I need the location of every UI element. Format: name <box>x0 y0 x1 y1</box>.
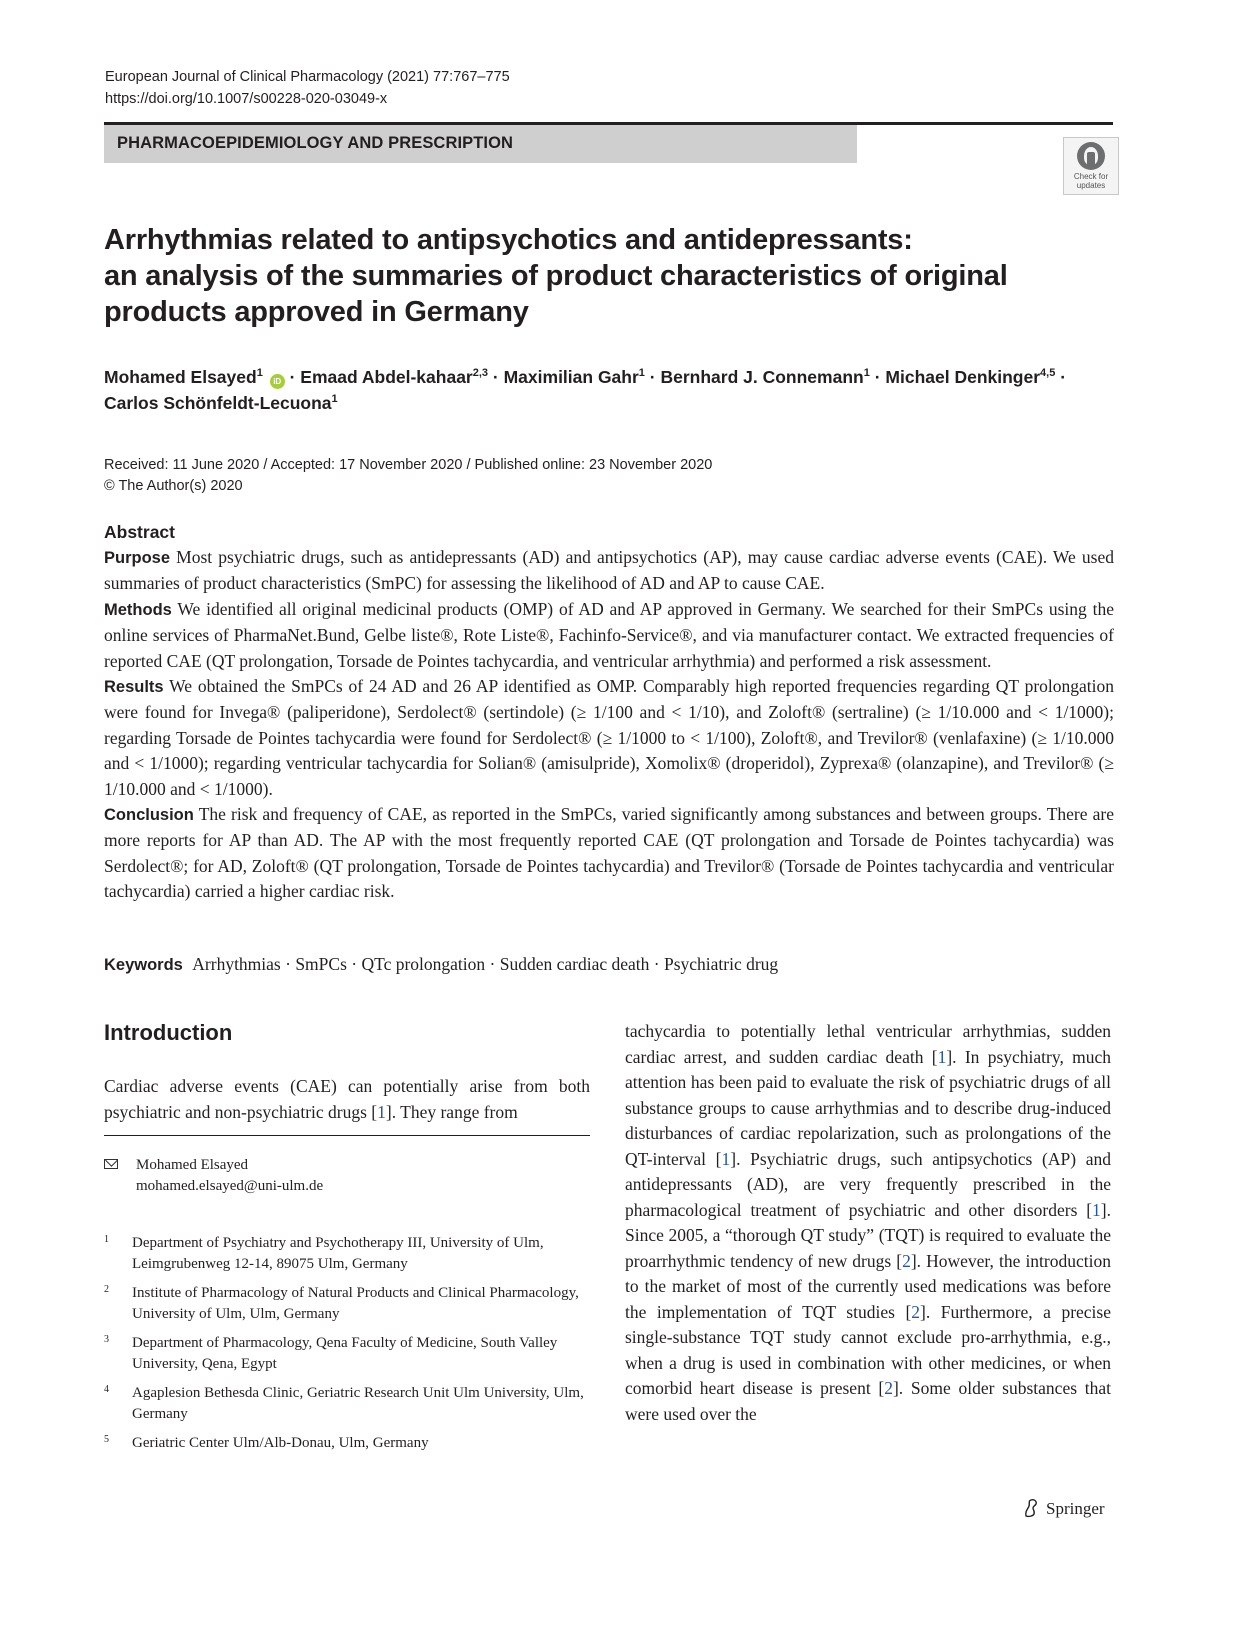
affiliation-number: 2 <box>104 1284 109 1295</box>
citation-link[interactable]: 2 <box>902 1250 911 1271</box>
author-list: Mohamed Elsayed$^1$ iD · Emaad Abdel-kahaar$^{2,3}$ · Maximilian Gahr$^1$ · Bernhard J. Connemann$^1$ · Michael Denkinger$^{4,5}$ · Carlos Schönfeldt-Lecuona$^1$ <box>104 367 1067 413</box>
citation-link[interactable]: 2 <box>884 1378 893 1398</box>
author-affiliation-ref: 1 <box>863 367 870 380</box>
publisher-logo <box>1022 1498 1105 1520</box>
purpose-text: Most psychiatric drugs, such as antidepressants (AD) and antipsychotics (AP), may cause cardiac adverse events (CAE). We used summaries of product characteristics (SmPC) for assessing the likelihood of AD and AP to cause CAE. <box>104 547 1115 594</box>
springer-horse-icon <box>1022 1498 1040 1518</box>
intro-text: ]. However, the introduction to the market of most of the currently used medications was before the implementation of TQT studies [ <box>625 1250 1111 1322</box>
affiliation-number: 5 <box>104 1434 109 1445</box>
abstract-methods <box>104 597 1114 674</box>
affiliation-item <box>104 1233 590 1274</box>
copyright-line: © The Author(s) 2020 <box>104 478 243 494</box>
keywords-label: Keywords <box>104 956 183 974</box>
introduction-right-column <box>625 1019 1111 1427</box>
affiliation-number: 1 <box>104 1234 109 1245</box>
intro-text: ]. Furthermore, a precise single-substance TQT study cannot exclude pro-arrhythmia, e.g., when a drug is used in combination with other medicines, or when comorbid heart disease is present [ <box>625 1301 1111 1398</box>
crossmark-line-1: Check for <box>1073 172 1109 181</box>
correspondence <box>104 1155 590 1197</box>
author-name[interactable]: Mohamed Elsayed <box>104 367 257 387</box>
citation-link[interactable]: 1 <box>721 1148 731 1169</box>
intro-text: tachycardia to potentially lethal ventricular arrhythmias, sudden cardiac arrest, and sudden cardiac death [ <box>625 1021 1111 1067</box>
crossmark-line-2: updates <box>1076 181 1106 190</box>
correspondence-email[interactable]: mohamed.elsayed@uni-ulm.de <box>136 1178 324 1194</box>
results-text: We obtained the SmPCs of 24 AD and 26 AP identified as OMP. Comparably high reported frequencies regarding QT prolongation were found for Invega® (paliperidone), Serdolect® (sertindole) (≥ 1/100 and < 1/10), and Zoloft® (sertraline) (≥ 1/10.000 and < 1/1000); regarding Torsade de Pointes tachycardia were found for Serdolect® (≥ 1/1000 to < 1/100), Zoloft®, and Trevilor® (venlafaxine) (≥ 1/10.000 and < 1/1000); regarding ventricular tachycardia for Solian® (amisulpride), Xomolix® (droperidol), Zyprexa® (olanzapine), and Trevilor® (≥ 1/10.000 and < 1/1000). <box>104 676 1115 799</box>
purpose-label: Purpose <box>104 549 171 567</box>
intro-text: ]. Psychiatric drugs, such antipsychotics (AP) and antidepressants (AD), are very frequently prescribed in the pharmacological treatment of psychiatric and other disorders [ <box>625 1148 1111 1220</box>
publication-dates <box>104 455 712 497</box>
article-title <box>104 222 1114 330</box>
citation-link[interactable]: 2 <box>911 1301 921 1322</box>
title-line-1: Arrhythmias related to antipsychotics and antidepressants: <box>104 224 913 256</box>
abstract-heading: Abstract <box>104 522 175 542</box>
check-for-updates-badge[interactable] <box>1063 137 1119 195</box>
footnote-rule <box>104 1135 590 1136</box>
author-name[interactable]: Michael Denkinger <box>885 367 1041 387</box>
results-label: Results <box>104 678 164 697</box>
author-affiliation-ref: 1 <box>638 367 645 380</box>
author-name[interactable]: Bernhard J. Connemann <box>660 367 864 387</box>
keyword: Arrhythmias <box>192 954 281 974</box>
author-affiliation-ref: 1 <box>256 367 263 380</box>
correspondence-name: Mohamed Elsayed <box>136 1157 249 1173</box>
intro-text: Cardiac adverse events (CAE) can potentially arise from both psychiatric and non-psychiatric drugs [ <box>104 1076 590 1122</box>
intro-text: ]. Some older substances that were used over the <box>625 1378 1111 1424</box>
citation-link[interactable]: 1 <box>937 1046 947 1067</box>
author-name[interactable]: Emaad Abdel-kahaar <box>300 367 473 387</box>
abstract-results <box>104 674 1114 802</box>
affiliation-text: Agaplesion Bethesda Clinic, Geriatric Research Unit Ulm University, Ulm, Germany <box>132 1385 584 1422</box>
article-category: PHARMACOEPIDEMIOLOGY AND PRESCRIPTION <box>117 134 514 152</box>
abstract-conclusion <box>104 802 1114 905</box>
conclusion-label: Conclusion <box>104 806 194 825</box>
affiliation-item <box>104 1283 590 1324</box>
publisher-name: Springer <box>1046 1499 1105 1518</box>
keyword: QTc prolongation <box>361 954 486 974</box>
orcid-icon[interactable]: iD <box>270 374 285 389</box>
conclusion-text: The risk and frequency of CAE, as reported in the SmPCs, varied significantly among substances and between groups. There are more reports for AP than AD. The AP with the most frequently reported CAE (QT prolongation and Torsade de Pointes tachycardia) was Serdolect®; for AD, Zoloft® (QT prolongation, Torsade de Pointes tachycardia) and Trevilor® (Torsade de Pointes tachycardia and ventricular tachycardia) carried a higher cardiac risk. <box>104 804 1115 902</box>
intro-text: ]. Since 2005, a “thorough QT study” (TQT) is required to evaluate the proarrhythmic tendency of new drugs [ <box>625 1199 1111 1271</box>
section-heading-introduction: Introduction <box>104 1020 233 1045</box>
affiliation-item <box>104 1333 590 1374</box>
author-affiliation-ref: 4,5 <box>1040 367 1056 380</box>
affiliation-number: 4 <box>104 1384 109 1395</box>
author-affiliation-ref: 1 <box>331 393 338 406</box>
affiliation-text: Department of Psychiatry and Psychotherapy III, University of Ulm, Leimgrubenweg 12-14, 89075 Ulm, Germany <box>132 1235 544 1272</box>
history-dates: Received: 11 June 2020 / Accepted: 17 November 2020 / Published online: 23 November 2020 <box>104 457 713 473</box>
abstract-purpose <box>104 545 1114 597</box>
affiliation-text: Department of Pharmacology, Qena Faculty of Medicine, South Valley University, Qena, Egypt <box>132 1335 558 1372</box>
author-name[interactable]: Maximilian Gahr <box>503 367 639 387</box>
affiliation-item <box>104 1433 590 1454</box>
affiliation-text: Institute of Pharmacology of Natural Products and Clinical Pharmacology, University of Ulm, Ulm, Germany <box>132 1285 579 1322</box>
introduction-left-column <box>104 1074 590 1125</box>
title-line-3: products approved in Germany <box>104 296 529 328</box>
crossmark-icon <box>1077 142 1105 170</box>
title-line-2: an analysis of the summaries of product characteristics of original <box>104 260 1008 292</box>
affiliation-number: 3 <box>104 1334 109 1345</box>
citation-link[interactable]: 1 <box>1092 1199 1101 1220</box>
author-name[interactable]: Carlos Schönfeldt-Lecuona <box>104 393 332 413</box>
abstract-body <box>104 545 1114 905</box>
methods-label: Methods <box>104 600 172 619</box>
intro-text: ]. They range from <box>385 1101 518 1122</box>
envelope-icon <box>104 1159 118 1169</box>
keyword: SmPCs <box>295 954 347 974</box>
methods-text: We identified all original medicinal products (OMP) of AD and AP approved in Germany. We searched for their SmPCs using the online services of PharmaNet.Bund, Gelbe liste®, Rote Liste®, Fachinfo-Service®, and via manufacturer contact. We extracted frequencies of reported CAE (QT prolongation, Torsade de Pointes tachycardia, and ventricular arrhythmia) and performed a risk assessment. <box>104 598 1114 671</box>
keyword: Sudden cardiac death <box>499 954 650 974</box>
keywords: Keywords Arrhythmias · SmPCs · QTc prolongation · Sudden cardiac death · Psychiatric drug <box>104 954 779 974</box>
affiliation-text: Geriatric Center Ulm/Alb-Donau, Ulm, Germany <box>132 1435 429 1451</box>
author-affiliation-ref: 2,3 <box>472 367 489 380</box>
journal-header <box>105 66 510 110</box>
intro-text: ]. In psychiatry, much attention has been paid to evaluate the risk of psychiatric drugs of all substance groups to cause arrhythmias and to describe drug-induced disturbances of cardiac repolarization, such as prolongations of the QT-interval [ <box>625 1046 1111 1169</box>
citation-link[interactable]: 1 <box>377 1101 386 1122</box>
affiliations <box>104 1233 590 1463</box>
doi-link[interactable]: https://doi.org/10.1007/s00228-020-03049-x <box>105 91 388 107</box>
affiliation-item <box>104 1383 590 1424</box>
journal-citation: European Journal of Clinical Pharmacology (2021) 77:767–775 <box>105 69 510 85</box>
keyword: Psychiatric drug <box>663 954 779 974</box>
